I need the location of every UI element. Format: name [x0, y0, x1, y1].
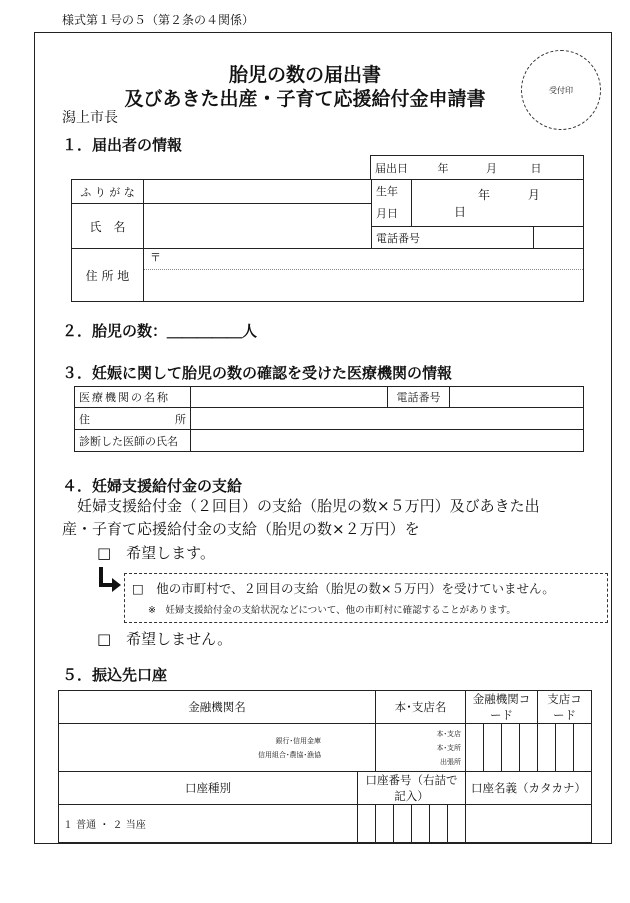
branch-code-digit[interactable] [556, 724, 574, 772]
account-name-field[interactable] [466, 805, 592, 843]
section4-text-line1: 妊婦支援給付金（２回目）の支給（胎児の数×５万円）及びあきた出 [62, 497, 540, 515]
form-title-line2: 及びあきた出産・子育て応援給付金申請書 [124, 88, 486, 110]
institution-address-field[interactable] [191, 408, 584, 430]
institution-address-label-2: 所 [175, 412, 186, 426]
phone-label: 電話番号 [372, 227, 534, 249]
branch-code-header: 支店コード [538, 691, 592, 724]
bank-code-digit[interactable] [466, 724, 484, 772]
section3-heading: ３．妊娠に関して胎児の数の確認を受けた医療機関の情報 [62, 364, 453, 382]
institution-name-label: 医療機関の名称 [75, 387, 191, 408]
furigana-label: ふ り が な [72, 180, 144, 204]
filing-date-table [370, 155, 584, 179]
form-number-label: 様式第１号の５（第２条の４関係） [62, 13, 255, 27]
name-field[interactable] [144, 204, 372, 249]
account-number-digit[interactable] [376, 805, 394, 843]
fetus-count-field[interactable]: ＿＿＿＿＿ [167, 322, 243, 340]
institution-phone-field[interactable] [450, 387, 584, 408]
reception-stamp-area [521, 50, 601, 130]
institution-address-label [75, 408, 191, 430]
account-name-header: 口座名義（カタカナ） [466, 772, 592, 805]
fetus-count-line [62, 320, 257, 341]
filing-year-label: 年 [437, 161, 449, 175]
sub-condition-note: ※ 妊婦支援給付金の支給状況などについて、他の市町村に確認することがあります。 [148, 605, 516, 616]
bank-type-2: 信用組合･農協･漁協 [258, 750, 321, 759]
bank-name-header: 金融機関名 [59, 691, 376, 724]
institution-name-field[interactable] [191, 387, 388, 408]
phone-field[interactable] [534, 227, 584, 249]
account-type-field[interactable]: １ 普通 ・ ２ 当座 [59, 805, 358, 843]
address-field[interactable] [144, 249, 584, 302]
postal-code-row [144, 249, 583, 270]
branch-name-field[interactable] [376, 724, 466, 772]
institution-address-label-1: 住 [79, 412, 90, 426]
filing-day-label: 日 [530, 161, 542, 175]
bank-code-digit[interactable] [502, 724, 520, 772]
section5-heading: ５．振込先口座 [62, 666, 168, 684]
institution-phone-label: 電話番号 [388, 387, 450, 408]
branch-code-digit[interactable] [538, 724, 556, 772]
branch-name-header: 本･支店名 [376, 691, 466, 724]
branch-code-digit[interactable] [574, 724, 592, 772]
bank-code-digit[interactable] [484, 724, 502, 772]
bank-code-header: 金融機関コード [466, 691, 538, 724]
branch-type-2: 本･支所 [436, 743, 461, 752]
doctor-name-label: 診断した医師の氏名 [75, 430, 191, 452]
postal-mark: 〒 [150, 251, 161, 264]
filing-date-row[interactable] [371, 156, 584, 180]
section2-heading: ２．胎児の数： [62, 322, 168, 340]
bank-account-table [58, 690, 592, 843]
birth-day-label: 日 [454, 205, 467, 219]
sub-condition-checkbox[interactable]: □ 他の市町村で、２回目の支給（胎児の数×５万円）を受けていません。 [132, 581, 555, 596]
section4-heading: ４．妊婦支援給付金の支給 [62, 477, 243, 495]
birthdate-label [372, 180, 412, 227]
address-label: 住 所 地 [72, 249, 144, 302]
account-type-header: 口座種別 [59, 772, 358, 805]
name-label: 氏 名 [72, 204, 144, 249]
account-number-digit[interactable] [448, 805, 466, 843]
account-number-digit[interactable] [430, 805, 448, 843]
birth-month-label: 月 [527, 188, 540, 202]
bank-type-1: 銀行･信用金庫 [275, 736, 321, 745]
doctor-name-field[interactable] [191, 430, 584, 452]
stamp-label: 受付印 [549, 85, 573, 95]
arrow-down-right-icon [96, 566, 126, 596]
furigana-field[interactable] [144, 180, 372, 204]
branch-type-1: 本･支店 [436, 729, 461, 738]
account-number-digit[interactable] [412, 805, 430, 843]
option-desire-checkbox[interactable]: □ 希望します。 [97, 544, 215, 562]
section4-text-line2: 産・子育て応援給付金の支給（胎児の数×２万円）を [62, 520, 420, 538]
birthdate-label-line1: 生年 [376, 185, 398, 198]
option-no-desire-checkbox[interactable]: □ 希望しません。 [97, 630, 233, 648]
bank-code-digit[interactable] [520, 724, 538, 772]
applicant-table [71, 179, 584, 302]
account-number-digit[interactable] [358, 805, 376, 843]
account-number-header: 口座番号（右詰で記入） [358, 772, 466, 805]
section1-heading: １．届出者の情報 [62, 136, 183, 154]
form-title-line1: 胎児の数の届出書 [228, 64, 381, 86]
birthdate-field[interactable] [412, 180, 584, 227]
filing-month-label: 月 [486, 161, 497, 175]
account-number-digit[interactable] [394, 805, 412, 843]
birthdate-label-line2: 月日 [376, 207, 398, 220]
fetus-count-unit: 人 [242, 322, 258, 340]
medical-institution-table [74, 386, 584, 452]
birth-year-label: 年 [478, 188, 491, 202]
bank-name-field[interactable] [59, 724, 376, 772]
filing-date-label: 届出日 [375, 161, 408, 175]
addressee: 潟上市長 [62, 110, 118, 126]
branch-type-3: 出張所 [440, 757, 461, 766]
